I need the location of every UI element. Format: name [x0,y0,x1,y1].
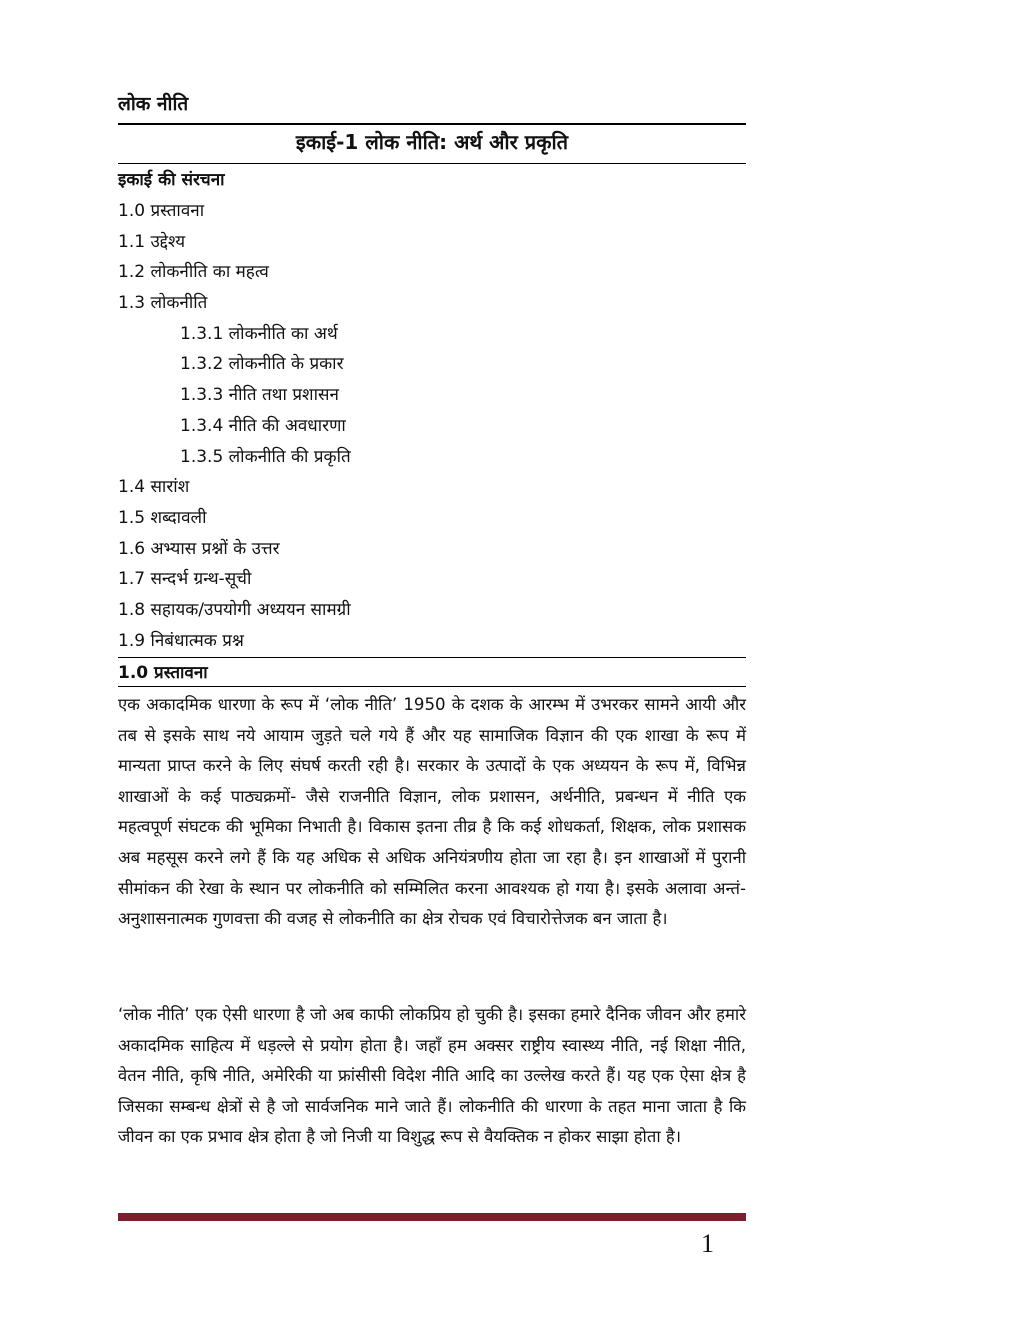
page-number: 1 [701,1229,714,1258]
section-bottom-rule [118,686,746,687]
table-of-contents [118,196,746,656]
toc-item: 1.3 लोकनीति [118,293,208,314]
unit-title: इकाई-1 लोक नीति: अर्थ और प्रकृति [295,130,569,154]
document-page [118,0,746,1320]
toc-item: 1.5 शब्दावली [118,507,207,528]
toc-item: 1.9 निबंधात्मक प्रश्न [118,630,244,651]
toc-subitem: 1.3.4 नीति की अवधारणा [180,415,346,436]
body-paragraph: एक अकादमिक धारणा के रूप में ‘लोक नीति’ 1950 के दशक के आरम्भ में उभरकर सामने आयी और तब से इसके साथ नये आयाम जुड़ते चले गये हैं और यह सामाजिक विज्ञान की एक शाखा के रूप में मान्यता प्राप्त करने के लिए संघर्ष करती रही है। सरकार के उत्पादों के एक अध्ययन के रूप में, विभिन्न शाखाओं के कई पाठ्यक्रमों- जैसे राजनीति विज्ञान, लोक प्रशासन, अर्थनीति, प्रबन्धन में नीति एक महत्वपूर्ण संघटक की भूमिका निभाती है। विकास इतना तीव्र है कि कई शोधकर्ता, शिक्षक, लोक प्रशासक अब महसूस करने लगे हैं कि यह अधिक से अधिक अनियंत्रणीय होता जा रहा है। इन शाखाओं में पुरानी सीमांकन की रेखा के स्थान पर लोकनीति को सम्मिलित करना आवश्यक हो गया है। इसके अलावा अन्तं-अनुशासनात्मक गुणवत्ता की वजह से लोकनीति का क्षेत्र रोचक एवं विचारोत्तेजक बन जाता है। [118,695,746,929]
toc-subitem: 1.3.3 नीति तथा प्रशासन [180,385,339,406]
toc-item: 1.7 सन्दर्भ ग्रन्थ-सूची [118,569,252,590]
structure-heading: इकाई की संरचना [118,170,225,190]
running-header-title: लोक नीति [118,93,189,115]
toc-item: 1.6 अभ्यास प्रश्नों के उत्तर [118,538,280,559]
title-bottom-rule [118,163,746,164]
toc-subitem: 1.3.5 लोकनीति की प्रकृति [180,446,351,467]
toc-item: 1.4 सारांश [118,477,190,498]
toc-item: 1.0 प्रस्तावना [118,201,205,221]
toc-item: 1.2 लोकनीति का महत्व [118,262,269,283]
toc-item: 1.1 उद्देश्य [118,231,186,252]
footer-bar [118,1213,746,1221]
title-top-rule [118,123,746,125]
toc-item: 1.8 सहायक/उपयोगी अध्ययन सामग्री [118,599,351,620]
body-paragraph: ‘लोक नीति’ एक ऐसी धारणा है जो अब काफी लोकप्रिय हो चुकी है। इसका हमारे दैनिक जीवन और हमारे अकादमिक साहित्य में धड़ल्ले से प्रयोग होता है। जहाँ हम अक्सर राष्ट्रीय स्वास्थ्य नीति, नई शिक्षा नीति, वेतन नीति, कृषि नीति, अमेरिकी या फ्रांसीसी विदेश नीति आदि का उल्लेख करते हैं। यह एक ऐसा क्षेत्र है जिसका सम्बन्ध क्षेत्रों से है जो सार्वजनिक माने जाते हैं। लोकनीति की धारणा के तहत माना जाता है कि जीवन का एक प्रभाव क्षेत्र होता है जो निजी या विशुद्ध रूप से वैयक्तिक न होकर साझा होता है। [118,1005,746,1147]
toc-subitem: 1.3.2 लोकनीति के प्रकार [180,354,344,375]
section-heading: 1.0 प्रस्तावना [118,663,208,683]
toc-subitem: 1.3.1 लोकनीति का अर्थ [180,323,338,344]
section-top-rule [118,657,746,658]
